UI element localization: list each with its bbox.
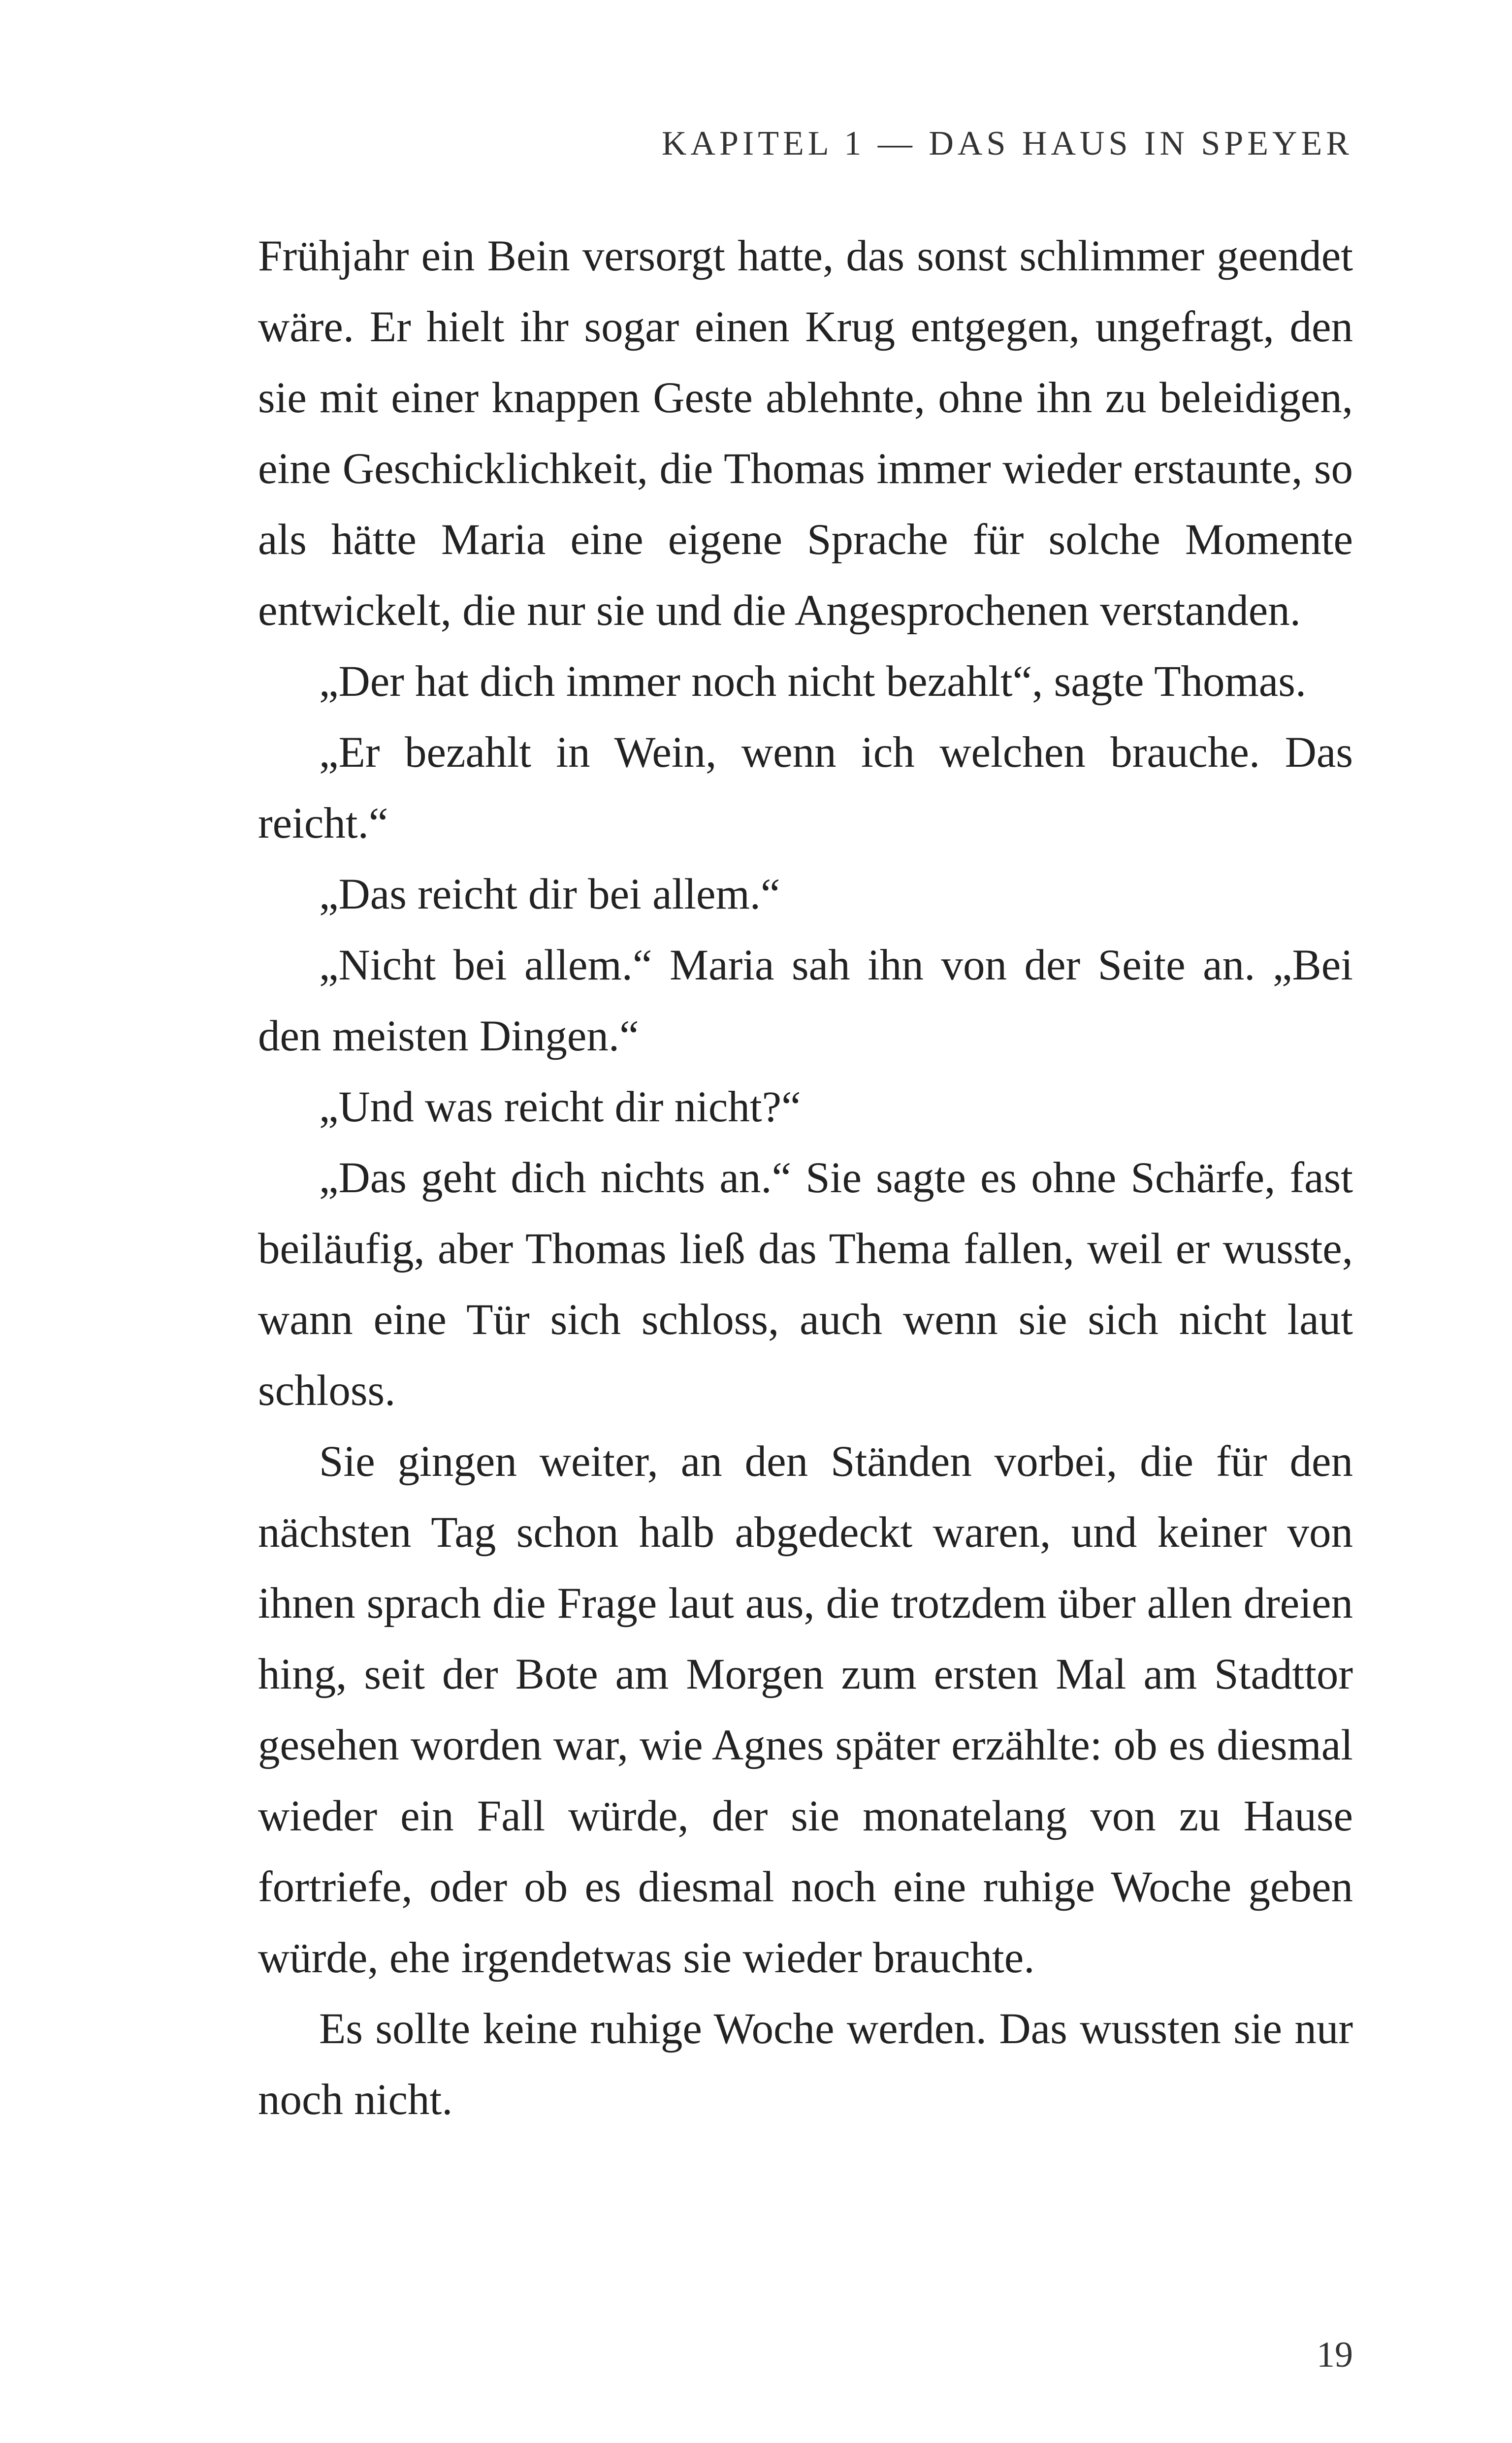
- paragraph-5: „Nicht bei allem.“ Maria sah ihn von der Seite an. „Bei den meisten Dingen.“: [258, 941, 1353, 1060]
- paragraph-1: Frühjahr ein Bein versorgt hatte, das sonst schlimmer geendet wäre. Er hielt ihr sogar einen Krug entgegen, ungefragt, den sie mit einer knappen Geste ablehnte, ohne ihn zu beleidigen, eine Geschicklichkeit, die Thomas immer wieder erstaunte, so als hätte Maria eine eigene Sprache für solche Momente entwickelt, die nur sie und die Angesprochenen verstanden.: [258, 232, 1353, 635]
- paragraph-4: „Das reicht dir bei allem.“: [319, 870, 780, 918]
- paragraph-9: Es sollte keine ruhige Woche werden. Das wussten sie nur noch nicht.: [258, 2005, 1353, 2124]
- page-number: 19: [1317, 2335, 1353, 2375]
- running-head: KAPITEL 1 — DAS HAUS IN SPEYER: [661, 125, 1353, 163]
- body-text: [258, 221, 1353, 2135]
- paragraph-6: „Und was reicht dir nicht?“: [319, 1083, 801, 1131]
- paragraph-7: „Das geht dich nichts an.“ Sie sagte es ohne Schärfe, fast beiläufig, aber Thomas ließ das Thema fallen, weil er wusste, wann eine Tür sich schloss, auch wenn sie sich nicht laut schloss.: [258, 1154, 1353, 1415]
- paragraph-3: „Er bezahlt in Wein, wenn ich welchen brauche. Das reicht.“: [258, 728, 1353, 847]
- paragraph-8: Sie gingen weiter, an den Ständen vorbei, die für den nächsten Tag schon halb abgedeckt waren, und keiner von ihnen sprach die Frage laut aus, die trotzdem über allen dreien hing, seit der Bote am Morgen zum ersten Mal am Stadttor gesehen worden war, wie Agnes später erzählte: ob es diesmal wieder ein Fall würde, der sie monatelang von zu Hause fortriefe, oder ob es diesmal noch eine ruhige Woche geben würde, ehe irgendetwas sie wieder brauchte.: [258, 1437, 1353, 1982]
- paragraph-2: „Der hat dich immer noch nicht bezahlt“, sagte Thomas.: [319, 657, 1307, 706]
